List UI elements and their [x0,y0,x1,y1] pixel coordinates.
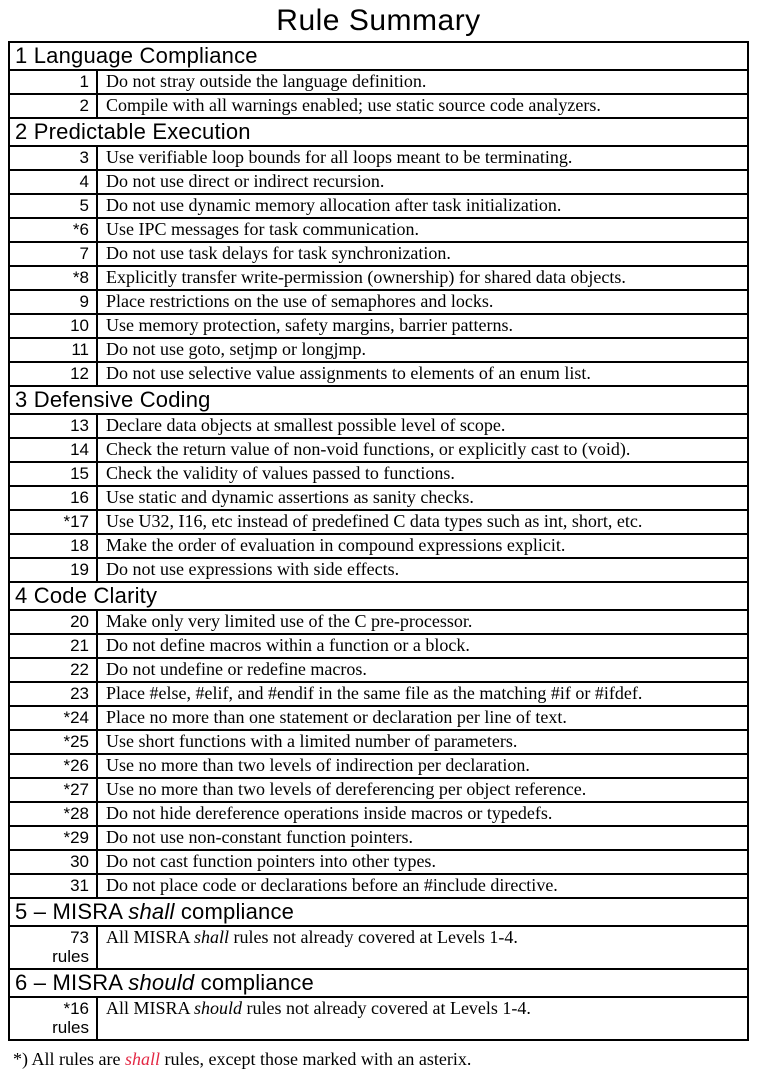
section-header [9,386,748,414]
text-segment: rules not already covered at Levels 1-4. [229,927,518,947]
rule-number-line: 16 [70,488,89,507]
section-header-row [9,582,748,610]
rule-number-line: 15 [70,464,89,483]
rule-text [97,706,748,730]
text-segment: Do not use selective value assignments to elements of an enum list. [106,363,591,383]
rule-number-line: 2 [79,96,89,115]
section-header [9,582,748,610]
text-segment: Do not place code or declarations before an #include directive. [106,875,558,895]
rule-row [9,926,748,969]
section-header [9,898,748,926]
text-segment: Do not stray outside the language definition. [106,71,427,91]
text-segment: Check the validity of values passed to functions. [106,463,455,483]
text-segment: All MISRA [106,927,195,947]
rule-text [97,314,748,338]
text-segment: should [128,970,195,995]
rule-row [9,338,748,362]
rule-row [9,70,748,94]
text-segment: Place no more than one statement or declaration per line of text. [106,707,567,727]
text-segment: Use no more than two levels of indirection per declaration. [106,755,530,775]
rule-text [97,558,748,582]
rule-text [97,997,748,1040]
rule-text [97,146,748,170]
text-segment: Make the order of evaluation in compound expressions explicit. [106,535,566,555]
rule-number [9,170,97,194]
text-segment: 3 Defensive Coding [15,387,211,412]
text-segment: shall [194,927,230,947]
section-header-row [9,898,748,926]
rule-number-line: *24 [63,708,89,727]
rule-text [97,194,748,218]
rule-text [97,802,748,826]
rule-number [9,94,97,118]
rule-text [97,754,748,778]
rule-number-line: 13 [70,416,89,435]
text-segment: Do not use goto, setjmp or longjmp. [106,339,366,359]
rule-row [9,682,748,706]
rule-text [97,242,748,266]
rule-row [9,706,748,730]
text-segment: Use no more than two levels of dereferencing per object reference. [106,779,587,799]
rule-number-line: 23 [70,684,89,703]
rule-number-line: 5 [79,196,89,215]
rule-number-line: 10 [70,316,89,335]
rule-number [9,534,97,558]
text-segment: shall [124,1049,160,1069]
rule-number [9,146,97,170]
rule-text [97,634,748,658]
text-segment: Declare data objects at smallest possible level of scope. [106,415,506,435]
rule-row [9,997,748,1040]
rule-number-line: *16 [63,999,89,1018]
rule-text [97,850,748,874]
text-segment: Use static and dynamic assertions as sanity checks. [106,487,474,507]
text-segment: All MISRA [106,998,195,1018]
rule-text [97,486,748,510]
rule-number-line: 21 [70,636,89,655]
rule-row [9,266,748,290]
rule-text [97,462,748,486]
rule-row [9,754,748,778]
text-segment: rules not already covered at Levels 1-4. [242,998,531,1018]
text-segment: 4 Code Clarity [15,583,158,608]
rule-text [97,658,748,682]
rule-text [97,70,748,94]
page-title: Rule Summary [276,4,481,37]
rule-number-line: 9 [79,292,89,311]
text-segment: Use short functions with a limited number of parameters. [106,731,518,751]
rule-summary-table [8,41,749,1041]
rule-text [97,778,748,802]
text-segment: Do not cast function pointers into other types. [106,851,436,871]
rule-number [9,850,97,874]
rule-text [97,94,748,118]
text-segment: should [194,998,243,1018]
rule-row [9,658,748,682]
rule-row [9,510,748,534]
rule-number [9,218,97,242]
rule-number-line: 31 [70,876,89,895]
rule-text [97,170,748,194]
rule-number-line: 4 [79,172,89,191]
rule-number-line: rules [52,1018,89,1037]
rule-row [9,874,748,898]
rule-number [9,510,97,534]
text-segment: Use U32, I16, etc instead of predefined C data types such as int, short, etc. [106,511,643,531]
rule-row [9,610,748,634]
rule-number [9,826,97,850]
text-segment: shall [128,899,175,924]
rule-row [9,850,748,874]
rule-row [9,826,748,850]
rule-number-line: *27 [63,780,89,799]
rule-row [9,290,748,314]
rule-number [9,682,97,706]
rule-number-line: *17 [63,512,89,531]
rule-number-line: *28 [63,804,89,823]
text-segment: compliance [174,899,295,924]
rule-text [97,362,748,386]
rule-text [97,610,748,634]
text-segment: Do not use non-constant function pointers. [106,827,413,847]
rule-row [9,778,748,802]
text-segment: 5 – MISRA [15,899,129,924]
rule-row [9,146,748,170]
rule-text [97,874,748,898]
rule-text [97,414,748,438]
rule-text [97,438,748,462]
rule-number [9,462,97,486]
rule-row [9,362,748,386]
rule-number [9,486,97,510]
text-segment: Check the return value of non-void functions, or explicitly cast to (void). [106,439,631,459]
section-header [9,118,748,146]
rule-row [9,414,748,438]
rule-number [9,778,97,802]
rule-row [9,242,748,266]
text-segment: 1 Language Compliance [15,43,258,68]
rule-row [9,94,748,118]
text-segment: Do not use task delays for task synchronization. [106,243,451,263]
section-header-row [9,386,748,414]
rule-number-line: *26 [63,756,89,775]
rule-number-line: 11 [71,340,89,359]
rule-number [9,338,97,362]
text-segment: Do not use direct or indirect recursion. [106,171,385,191]
footnote [13,1049,757,1070]
section-header [9,969,748,997]
rule-text [97,534,748,558]
text-segment: Do not define macros within a function or a block. [106,635,470,655]
rule-text [97,266,748,290]
section-header-row [9,969,748,997]
rule-row [9,730,748,754]
rule-number-line: *29 [63,828,89,847]
text-segment: Use IPC messages for task communication. [106,219,419,239]
rule-number [9,997,97,1040]
text-segment: Place #else, #elif, and #endif in the same file as the matching #if or #ifdef. [106,683,643,703]
rule-table-body [9,42,748,1040]
rule-row [9,486,748,510]
rule-row [9,802,748,826]
text-segment: Place restrictions on the use of semaphores and locks. [106,291,494,311]
text-segment: 2 Predictable Execution [15,119,251,144]
rule-number-line: 12 [70,364,89,383]
rule-number [9,70,97,94]
text-segment: Compile with all warnings enabled; use static source code analyzers. [106,95,601,115]
rule-row [9,218,748,242]
rule-text [97,510,748,534]
text-segment: 6 – MISRA [15,970,129,995]
rule-number [9,266,97,290]
rule-number-line: 14 [70,440,89,459]
rule-number [9,290,97,314]
rule-number-line: 73 [70,928,89,947]
section-header [9,42,748,70]
rule-number [9,706,97,730]
rule-row [9,534,748,558]
rule-row [9,194,748,218]
text-segment: Use memory protection, safety margins, barrier patterns. [106,315,514,335]
text-segment: rules, except those marked with an asterix. [159,1049,472,1069]
rule-number-line: 1 [79,72,89,91]
rule-number [9,926,97,969]
rule-number [9,610,97,634]
rule-text [97,826,748,850]
text-segment: compliance [194,970,314,995]
text-segment: Explicitly transfer write-permission (ownership) for shared data objects. [106,267,626,287]
rule-text [97,338,748,362]
rule-text [97,730,748,754]
rule-number-line: 19 [70,560,89,579]
rule-number-line: rules [52,947,89,966]
rule-number [9,438,97,462]
rule-number-line: 20 [70,612,89,631]
section-header-row [9,118,748,146]
rule-number [9,362,97,386]
rule-number [9,658,97,682]
text-segment: *) All rules are [13,1049,125,1069]
rule-number-line: *25 [63,732,89,751]
text-segment: Make only very limited use of the C pre-processor. [106,611,473,631]
rule-number-line: 30 [70,852,89,871]
rule-row [9,314,748,338]
rule-number [9,242,97,266]
rule-number [9,874,97,898]
rule-number-line: 7 [79,244,89,263]
text-segment: Use verifiable loop bounds for all loops meant to be terminating. [106,147,573,167]
rule-number-line: *6 [72,220,89,239]
rule-number [9,802,97,826]
rule-number [9,194,97,218]
rule-text [97,682,748,706]
rule-number-line: 3 [79,148,89,167]
rule-row [9,634,748,658]
rule-text [97,218,748,242]
rule-row [9,558,748,582]
rule-row [9,438,748,462]
rule-number [9,314,97,338]
text-segment: Do not undefine or redefine macros. [106,659,367,679]
rule-number-line: 22 [70,660,89,679]
rule-number-line: 18 [70,536,89,555]
rule-row [9,462,748,486]
rule-row [9,170,748,194]
text-segment: Do not use expressions with side effects. [106,559,400,579]
text-segment: Do not hide dereference operations inside macros or typedefs. [106,803,553,823]
rule-text [97,290,748,314]
rule-number [9,414,97,438]
rule-number-line: *8 [72,268,89,287]
rule-number [9,730,97,754]
text-segment: Do not use dynamic memory allocation after task initialization. [106,195,562,215]
rule-number [9,634,97,658]
rule-text [97,926,748,969]
rule-number [9,558,97,582]
section-header-row [9,42,748,70]
rule-number [9,754,97,778]
